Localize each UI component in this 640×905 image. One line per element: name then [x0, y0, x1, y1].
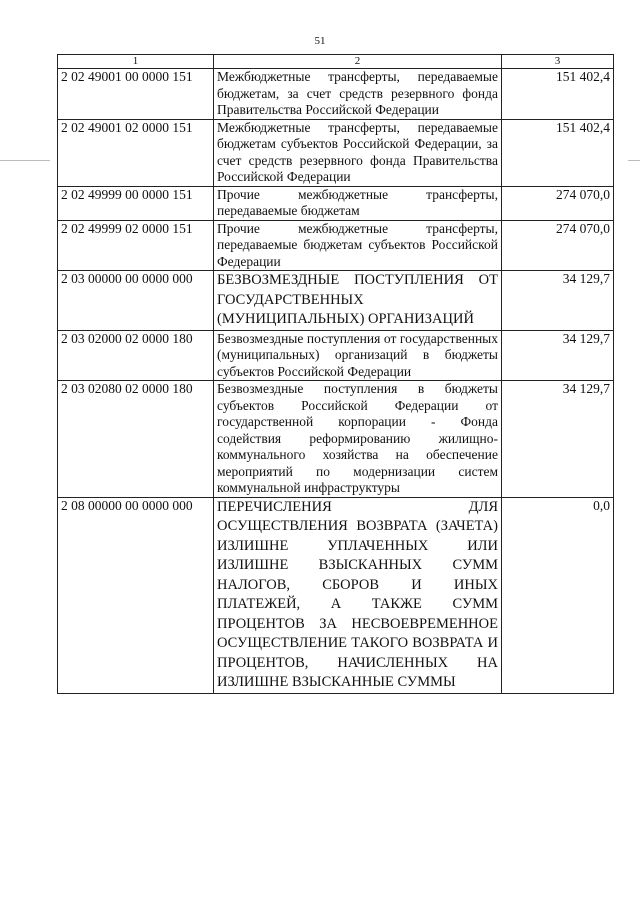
row-name: ПЕРЕЧИСЛЕНИЯ ДЛЯ ОСУЩЕСТВЛЕНИЯ ВОЗВРАТА (ЗАЧЕТА) ИЗЛИШНЕ УПЛАЧЕННЫХ ИЛИ ИЗЛИШНЕ ВЗЫСКАННЫХ СУММ НАЛОГОВ, СБОРОВ И ИНЫХ ПЛАТЕЖЕЙ, А ТАКЖЕ СУММ ПРОЦЕНТОВ ЗА НЕСВОЕВРЕМЕННОЕ ОСУЩЕСТВЛЕНИЕ ТАКОГО ВОЗВРАТА И ПРОЦЕНТОВ, НАЧИСЛЕННЫХ НА ИЗЛИШНЕ ВЗЫСКАННЫЕ СУММЫ — [214, 497, 502, 693]
row-amount: 34 129,7 — [502, 271, 614, 331]
table-row — [58, 381, 614, 498]
table-row — [58, 330, 614, 381]
table-row — [58, 119, 614, 186]
row-code: 2 03 02000 02 0000 180 — [58, 330, 214, 381]
table-row — [58, 186, 614, 220]
row-code: 2 03 00000 00 0000 000 — [58, 271, 214, 331]
row-amount: 34 129,7 — [502, 381, 614, 498]
header-col-2: 2 — [214, 55, 502, 69]
row-code: 2 03 02080 02 0000 180 — [58, 381, 214, 498]
header-row — [58, 55, 614, 69]
revenue-table — [57, 54, 614, 694]
row-amount: 0,0 — [502, 497, 614, 693]
left-margin-mark — [0, 160, 50, 161]
row-name: БЕЗВОЗМЕЗДНЫЕ ПОСТУПЛЕНИЯ ОТ ГОСУДАРСТВЕННЫХ (МУНИЦИПАЛЬНЫХ) ОРГАНИЗАЦИЙ — [214, 271, 502, 331]
header-col-3: 3 — [502, 55, 614, 69]
table-row — [58, 271, 614, 331]
row-amount: 274 070,0 — [502, 186, 614, 220]
header-col-1: 1 — [58, 55, 214, 69]
row-code: 2 02 49999 02 0000 151 — [58, 220, 214, 271]
table-row — [58, 69, 614, 120]
row-amount: 34 129,7 — [502, 330, 614, 381]
row-amount: 274 070,0 — [502, 220, 614, 271]
row-amount: 151 402,4 — [502, 119, 614, 186]
row-name: Безвозмездные поступления от государственных (муниципальных) организаций в бюджеты субъектов Российской Федерации — [214, 330, 502, 381]
row-code: 2 02 49001 00 0000 151 — [58, 69, 214, 120]
row-name: Межбюджетные трансферты, передаваемые бюджетам, за счет средств резервного фонда Правительства Российской Федерации — [214, 69, 502, 120]
table-row — [58, 220, 614, 271]
row-amount: 151 402,4 — [502, 69, 614, 120]
row-code: 2 08 00000 00 0000 000 — [58, 497, 214, 693]
row-code: 2 02 49999 00 0000 151 — [58, 186, 214, 220]
row-code: 2 02 49001 02 0000 151 — [58, 119, 214, 186]
row-name: Прочие межбюджетные трансферты, передаваемые бюджетам субъектов Российской Федерации — [214, 220, 502, 271]
right-margin-mark — [628, 160, 640, 161]
page-number: 51 — [314, 35, 326, 47]
row-name: Межбюджетные трансферты, передаваемые бюджетам субъектов Российской Федерации, за счет средств резервного фонда Правительства Российской Федерации — [214, 119, 502, 186]
row-name: Прочие межбюджетные трансферты, передаваемые бюджетам — [214, 186, 502, 220]
row-name: Безвозмездные поступления в бюджеты субъектов Российской Федерации от государственной корпорации - Фонда содействия реформированию жилищно-коммунального хозяйства на обеспечение мероприятий по модернизации систем коммунальной инфраструктуры — [214, 381, 502, 498]
table-row — [58, 497, 614, 693]
